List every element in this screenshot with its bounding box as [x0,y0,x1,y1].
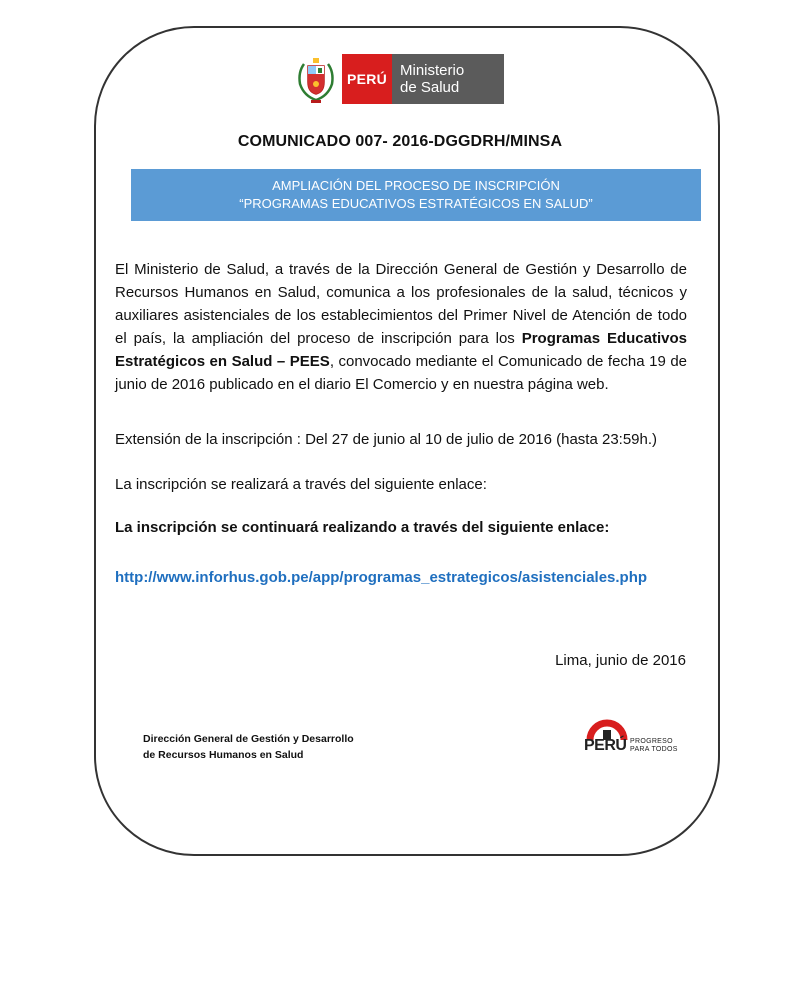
coat-of-arms-icon [296,54,336,104]
ministry-name [392,54,504,104]
ministry-logo [296,54,504,104]
footer-org-line2: de Recursos Humanos en Salud [143,749,304,761]
inscription-line: La inscripción se realizará a través del siguiente enlace: [115,476,487,493]
footer-logo-slogan-line2: PARA TODOS [630,746,678,753]
banner-line1: AMPLIACIÓN DEL PROCESO DE INSCRIPCIÓN [272,178,560,193]
peru-progreso-logo [584,718,684,758]
footer-org-line1: Dirección General de Gestión y Desarrollo [143,733,354,745]
banner-line2: “PROGRAMAS EDUCATIVOS ESTRATÉGICOS EN SALUD” [239,196,593,211]
continuation-line: La inscripción se continuará realizando a través del siguiente enlace: [115,519,610,536]
footer-logo-peru: PERÚ [584,737,627,754]
ministry-name-line2: de Salud [400,79,460,96]
program-name: Programas Educativos Estratégicos en Salud – PEES [115,330,687,370]
document-title: COMUNICADO 007- 2016-DGGDRH/MINSA [237,133,563,150]
subject-banner [131,169,701,221]
peru-label: PERÚ [342,54,392,104]
date-line: Lima, junio de 2016 [555,652,686,669]
extension-dates: Extensión de la inscripción : Del 27 de junio al 10 de julio de 2016 (hasta 23:59h.) [115,431,658,448]
paragraph-text-2: , convocado mediante el Comunicado de fecha 19 de junio de 2016 publicado en el diario El Comercio y en nuestra página web. [115,353,687,393]
footer-logo-slogan [630,738,678,754]
main-paragraph [115,258,687,396]
paragraph-text-1: El Ministerio de Salud, a través de la Dirección General de Gestión y Desarrollo de Recursos Humanos en Salud, comunica a los profesionales de la salud, técnicos y auxiliares asistenciales de los establecimientos del Primer Nivel de Atención de todo el país, la ampliación del proceso de inscripción para los [115,261,687,347]
footer-logo-slogan-line1: PROGRESO [630,738,673,745]
footer-organization [143,731,354,763]
ministry-name-line1: Ministerio [400,62,465,79]
registration-link[interactable]: http://www.inforhus.gob.pe/app/programas_estrategicos/asistenciales.php [115,569,648,586]
